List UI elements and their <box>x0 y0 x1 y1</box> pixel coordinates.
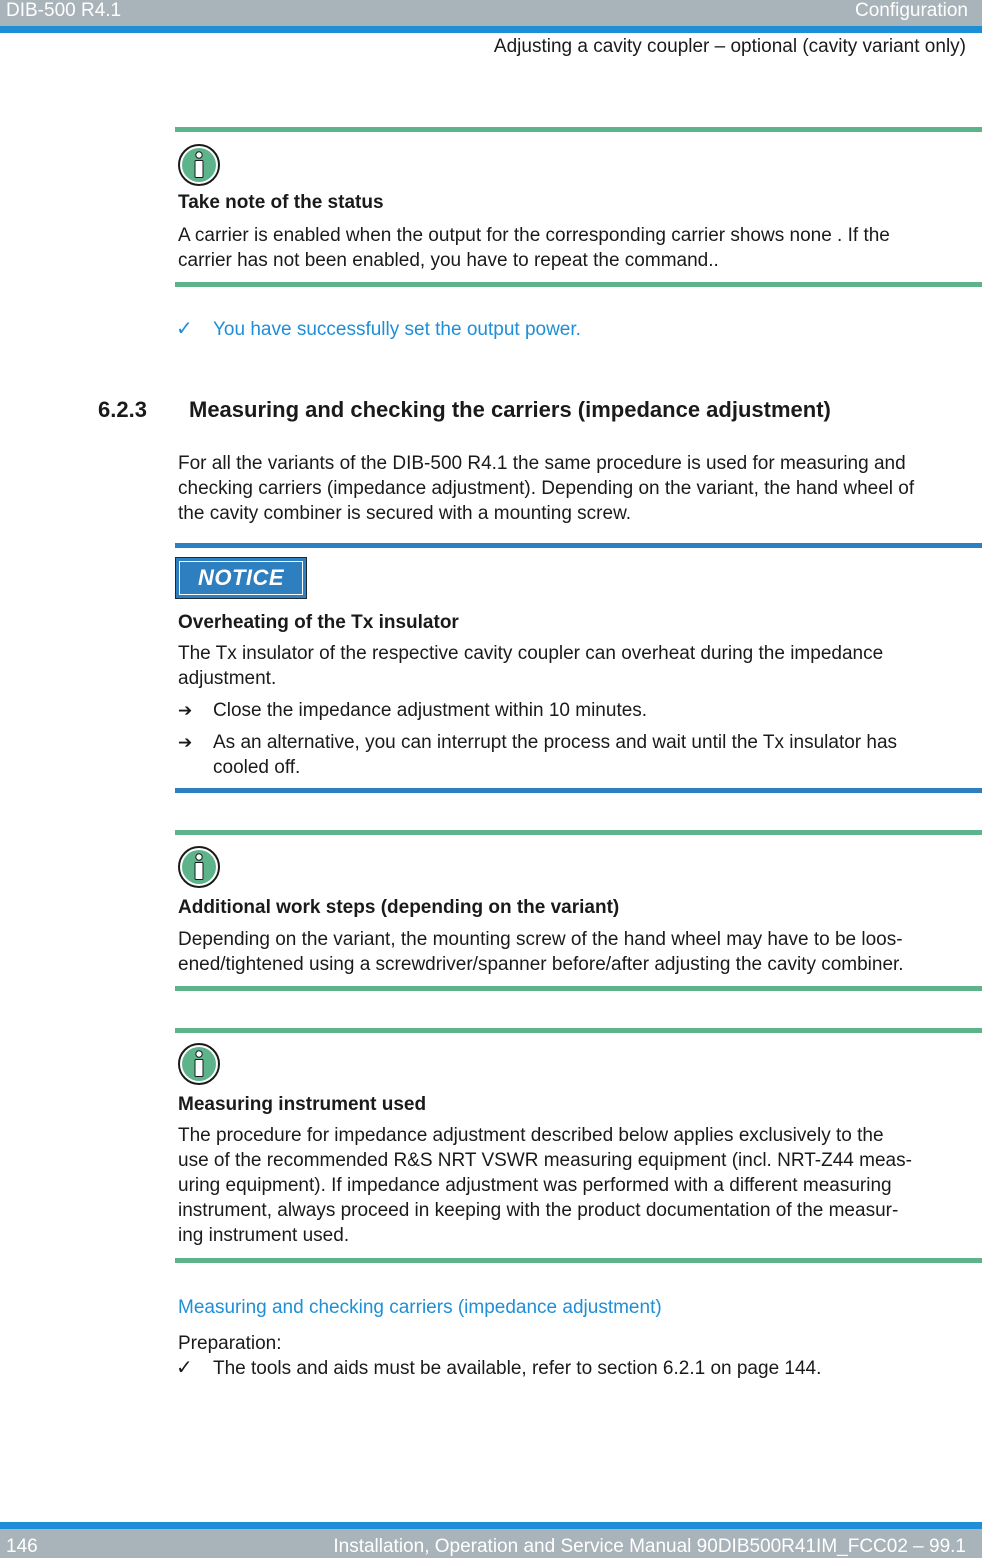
note-bottom-rule <box>175 986 982 991</box>
page-number: 146 <box>6 1536 38 1557</box>
note-text-line: A carrier is enabled when the output for the corresponding carrier shows none . If the <box>178 225 890 246</box>
section-intro-line: checking carriers (impedance adjustment). Depending on the variant, the hand wheel of <box>178 478 915 499</box>
note-text-line: carrier has not been enabled, you have to repeat the command.. <box>178 250 719 271</box>
notice-step: Close the impedance adjustment within 10 minutes. <box>213 700 648 721</box>
section-intro-line: For all the variants of the DIB-500 R4.1 the same procedure is used for measuring and <box>178 453 906 474</box>
preparation-item: The tools and aids must be available, refer to section 6.2.1 on page 144. <box>213 1358 822 1379</box>
arrow-icon: ➔ <box>178 733 193 752</box>
header-chapter: Configuration <box>854 0 968 21</box>
note-top-rule <box>175 830 982 835</box>
note-text-line: instrument, always proceed in keeping with the product documentation of the measur- <box>178 1200 899 1221</box>
section-title: Measuring and checking the carriers (impedance adjustment) <box>189 397 831 422</box>
note-bottom-rule <box>175 282 982 287</box>
note-top-rule <box>175 127 982 132</box>
notice-bottom-rule <box>175 788 982 793</box>
preparation-label: Preparation: <box>178 1333 282 1354</box>
note-text-line: ing instrument used. <box>178 1225 350 1246</box>
notice-sign <box>175 557 307 599</box>
section-intro-line: the cavity combiner is secured with a mounting screw. <box>178 503 632 524</box>
header-product: DIB-500 R4.1 <box>6 0 122 21</box>
note-title: Measuring instrument used <box>178 1094 427 1115</box>
notice-top-rule <box>175 543 982 548</box>
note-text-line: Depending on the variant, the mounting screw of the hand wheel may have to be loos- <box>178 929 903 950</box>
note-text-line: uring equipment). If impedance adjustment was performed with a different measuring <box>178 1175 892 1196</box>
notice-step: cooled off. <box>213 757 301 778</box>
info-icon <box>177 143 221 187</box>
result-text: You have successfully set the output power. <box>213 319 581 340</box>
footer-document-title: Installation, Operation and Service Manual 90DIB500R41IM_FCC02 – 99.1 <box>333 1536 966 1557</box>
note-text-line: use of the recommended R&S NRT VSWR measuring equipment (incl. NRT-Z44 meas- <box>178 1150 912 1171</box>
check-icon: ✓ <box>176 1357 193 1379</box>
notice-step: As an alternative, you can interrupt the process and wait until the Tx insulator has <box>213 732 898 753</box>
header-section: Adjusting a cavity coupler – optional (cavity variant only) <box>493 36 966 57</box>
note-text-line: The procedure for impedance adjustment described below applies exclusively to the <box>178 1125 884 1146</box>
header-bar <box>0 0 982 26</box>
notice-text-line: The Tx insulator of the respective cavity coupler can overheat during the impedance <box>178 643 884 664</box>
section-number: 6.2.3 <box>98 397 147 422</box>
notice-title: Overheating of the Tx insulator <box>178 612 459 633</box>
arrow-icon: ➔ <box>178 701 193 720</box>
notice-text-line: adjustment. <box>178 668 277 689</box>
notice-label: NOTICE <box>197 565 285 590</box>
footer-accent-line <box>0 1522 982 1529</box>
procedure-title: Measuring and checking carriers (impedance adjustment) <box>178 1297 662 1318</box>
note-text-line: ened/tightened using a screwdriver/spanner before/after adjusting the cavity combiner. <box>178 954 904 975</box>
note-top-rule <box>175 1028 982 1033</box>
info-icon <box>177 845 221 889</box>
header-accent-line <box>0 26 982 33</box>
note-title: Take note of the status <box>178 192 384 213</box>
check-icon: ✓ <box>176 318 193 340</box>
info-icon <box>177 1042 221 1086</box>
note-title: Additional work steps (depending on the variant) <box>178 897 620 918</box>
note-bottom-rule <box>175 1258 982 1263</box>
